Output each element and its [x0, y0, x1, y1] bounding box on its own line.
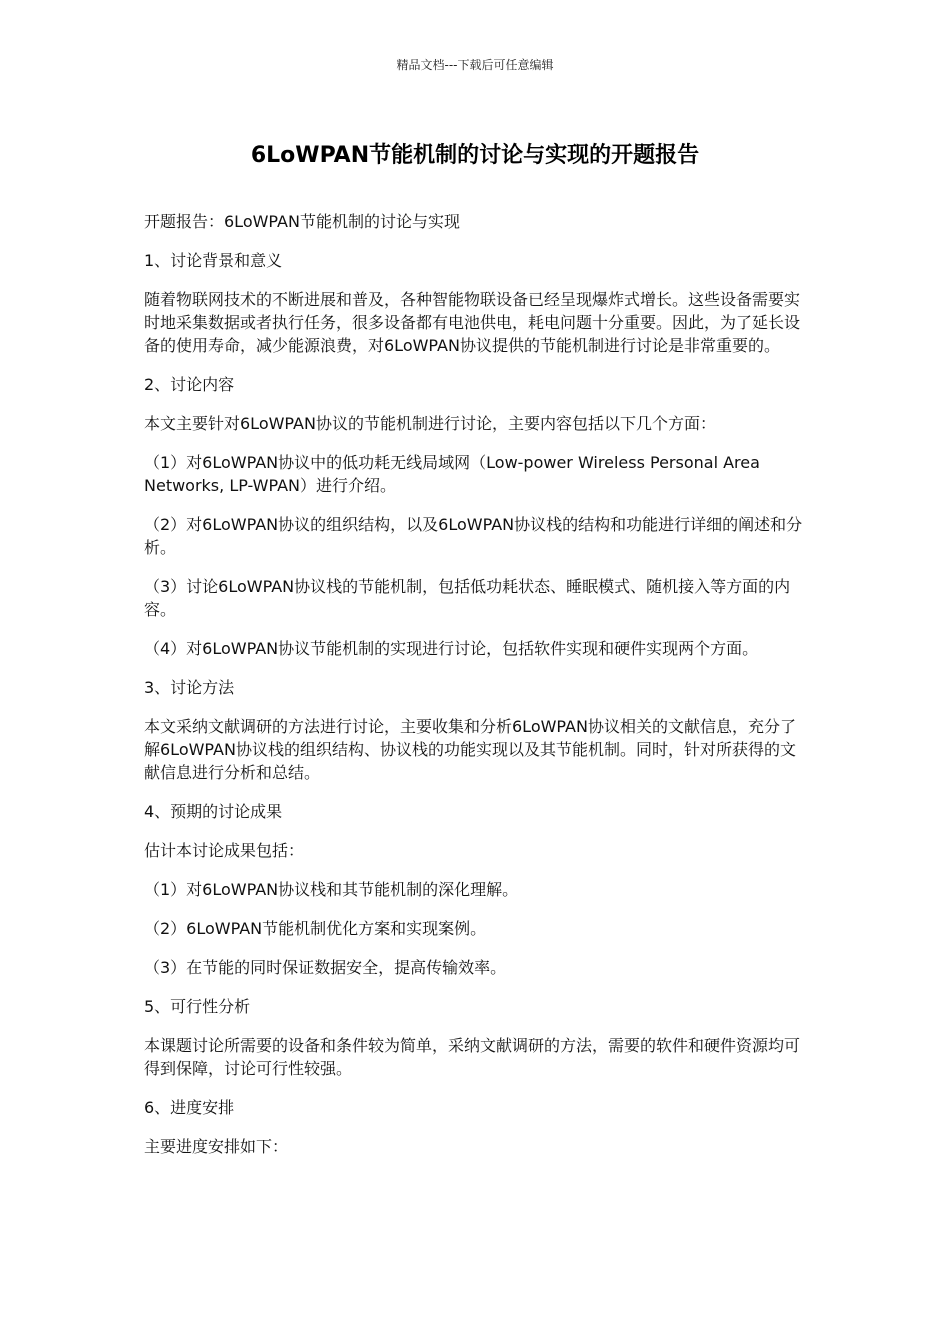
- content-item-4: （4）对6LoWPAN协议节能机制的实现进行讨论，包括软件实现和硬件实现两个方面。: [144, 639, 759, 658]
- paragraph-schedule-intro: 主要进度安排如下：: [144, 1137, 289, 1156]
- content-item-1: （1）对6LoWPAN协议中的低功耗无线局域网（Low-power Wireless Personal Area Networks, LP-WPAN）进行介绍。: [144, 453, 760, 495]
- document-title: 6LoWPAN节能机制的讨论与实现的开题报告: [250, 143, 700, 168]
- paragraph-content-intro: 本文主要针对6LoWPAN协议的节能机制进行讨论，主要内容包括以下几个方面：: [144, 414, 716, 433]
- result-item-3: （3）在节能的同时保证数据安全，提高传输效率。: [144, 958, 507, 977]
- result-item-1: （1）对6LoWPAN协议栈和其节能机制的深化理解。: [144, 880, 519, 899]
- result-item-2: （2）6LoWPAN节能机制优化方案和实现案例。: [144, 919, 487, 938]
- section-heading-2: 2、讨论内容: [144, 375, 235, 394]
- section-heading-5: 5、可行性分析: [144, 997, 251, 1016]
- content-item-3: （3）讨论6LoWPAN协议栈的节能机制，包括低功耗状态、睡眠模式、随机接入等方面的内容。: [144, 577, 791, 619]
- document-body: [144, 210, 806, 1174]
- content-item-2: （2）对6LoWPAN协议的组织结构，以及6LoWPAN协议栈的结构和功能进行详细的阐述和分析。: [144, 515, 803, 557]
- paragraph-results-intro: 估计本讨论成果包括：: [144, 841, 305, 860]
- section-heading-4: 4、预期的讨论成果: [144, 802, 283, 821]
- page-header: 精品文档---下载后可任意编辑: [396, 58, 554, 72]
- paragraph-method: 本文采纳文献调研的方法进行讨论，主要收集和分析6LoWPAN协议相关的文献信息，充分了解6LoWPAN协议栈的组织结构、协议栈的功能实现以及其节能机制。同时，针对所获得的文献信息进行分析和总结。: [144, 717, 796, 782]
- report-subtitle: 开题报告：6LoWPAN节能机制的讨论与实现: [144, 212, 460, 231]
- paragraph-background: 随着物联网技术的不断进展和普及，各种智能物联设备已经呈现爆炸式增长。这些设备需要实时地采集数据或者执行任务，很多设备都有电池供电，耗电问题十分重要。因此，为了延长设备的使用寿命，减少能源浪费，对6LoWPAN协议提供的节能机制进行讨论是非常重要的。: [144, 290, 801, 355]
- section-heading-1: 1、讨论背景和意义: [144, 251, 283, 270]
- section-heading-6: 6、进度安排: [144, 1098, 235, 1117]
- paragraph-feasibility: 本课题讨论所需要的设备和条件较为简单，采纳文献调研的方法，需要的软件和硬件资源均可得到保障，讨论可行性较强。: [144, 1036, 801, 1078]
- section-heading-3: 3、讨论方法: [144, 678, 235, 697]
